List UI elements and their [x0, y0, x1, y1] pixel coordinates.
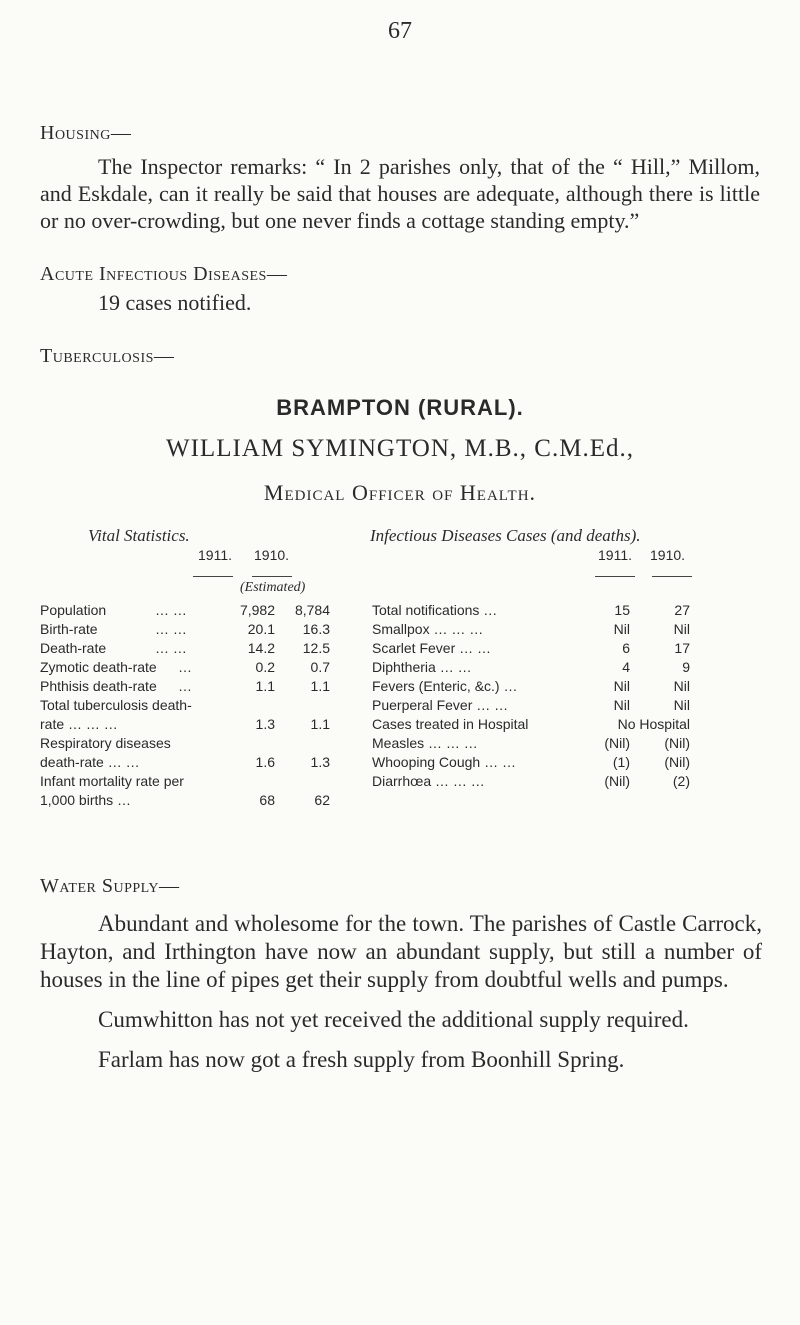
vital-value-1911: 20.1 — [247, 621, 275, 637]
vital-table — [40, 602, 350, 811]
vital-value-1911: 0.2 — [255, 659, 275, 675]
vital-value-1910: 1.1 — [310, 716, 330, 732]
housing-heading: Housing— — [40, 122, 132, 144]
vital-value-1911: 1.3 — [255, 716, 275, 732]
vital-row — [40, 640, 350, 659]
tuberculosis-heading: Tuberculosis— — [40, 345, 175, 367]
cases-title: Infectious Diseases Cases (and deaths). — [370, 526, 641, 545]
cases-value-1911: (Nil) — [604, 773, 630, 789]
cases-value-1910: 9 — [682, 659, 690, 675]
cases-col-rule-2 — [652, 576, 692, 577]
cases-row — [372, 621, 702, 640]
vital-label: Birth-rate — [40, 621, 98, 637]
cases-row — [372, 640, 702, 659]
cases-label: Whooping Cough … … — [372, 754, 516, 770]
cases-value-1910: (Nil) — [664, 754, 690, 770]
vital-dots: … … — [155, 621, 187, 637]
cases-label: Puerperal Fever … … — [372, 697, 509, 713]
water-paragraphs — [40, 910, 762, 1074]
vital-dots: … — [178, 659, 192, 675]
cases-value-1911: 15 — [614, 602, 630, 618]
vital-statistics-title: Vital Statistics. — [88, 526, 190, 545]
vital-label-cont: rate … … … — [40, 716, 118, 732]
page-number: 67 — [388, 18, 412, 44]
vital-value-1910: 8,784 — [294, 602, 330, 618]
cases-row — [372, 602, 702, 621]
vital-row — [40, 697, 350, 735]
cases-label: Smallpox … … … — [372, 621, 484, 637]
cases-col-rule-1 — [595, 576, 635, 577]
cases-row — [372, 773, 702, 792]
estimated-note: (Estimated) — [240, 580, 306, 595]
officer-role: Medical Officer of Health. — [263, 480, 537, 505]
vital-col-rule-1 — [193, 576, 233, 577]
water-heading: Water Supply— — [40, 875, 180, 897]
housing-text: The Inspector remarks: “ In 2 parishes only, that of the “ Hill,” Millom, and Eskdale, can it really be said that houses are adequate, although there is little or no over-crowding, but one never finds a cottage standing empty.” — [40, 154, 760, 233]
cases-value-1910: Nil — [673, 697, 690, 713]
vital-label: Total tuberculosis death- — [40, 697, 192, 713]
infectious-heading: Acute Infectious Diseases— — [40, 263, 288, 285]
water-text-1: Abundant and wholesome for the town. The parishes of Castle Carrock, Hayton, and Irthington have now an abundant supply, but still a number of houses in the line of pipes get their supply from doubtful wells and pumps. — [40, 911, 762, 992]
cases-value-1911: Nil — [613, 621, 630, 637]
vital-value-1911: 68 — [259, 792, 275, 808]
cases-label: Diarrhœa … … … — [372, 773, 485, 789]
cases-row — [372, 754, 702, 773]
vital-dots: … — [178, 678, 192, 694]
infectious-text: 19 cases notified. — [98, 290, 252, 315]
cases-label: Measles … … … — [372, 735, 478, 751]
vital-value-1911: 7,982 — [239, 602, 275, 618]
vital-row — [40, 602, 350, 621]
cases-value-1910: Nil — [673, 678, 690, 694]
cases-row — [372, 716, 702, 735]
cases-label: Total notifications … — [372, 602, 498, 618]
cases-value-1910: (2) — [672, 773, 690, 789]
vital-value-1910: 0.7 — [310, 659, 330, 675]
vital-value-1910: 1.1 — [310, 678, 330, 694]
vital-col-1911: 1911. — [198, 547, 232, 563]
vital-value-1910: 1.3 — [310, 754, 330, 770]
vital-row — [40, 678, 350, 697]
cases-value-1911: (Nil) — [604, 735, 630, 751]
cases-label: Diphtheria … … — [372, 659, 472, 675]
vital-dots: … … — [155, 640, 187, 656]
vital-value-1911: 1.6 — [255, 754, 275, 770]
cases-row — [372, 697, 702, 716]
vital-dots: … … — [155, 602, 187, 618]
cases-col-1910: 1910. — [650, 547, 686, 563]
cases-row — [372, 659, 702, 678]
vital-value-1911: 14.2 — [247, 640, 275, 656]
vital-col-1910: 1910. — [254, 547, 290, 563]
vital-label: Population — [40, 602, 107, 618]
cases-value-1911: Nil — [613, 678, 630, 694]
cases-value-1911: 6 — [622, 640, 630, 656]
cases-value-1911: 4 — [622, 659, 630, 675]
vital-row — [40, 773, 350, 811]
cases-label: Fevers (Enteric, &c.) … — [372, 678, 518, 694]
vital-row — [40, 659, 350, 678]
vital-label: Phthisis death-rate — [40, 678, 157, 694]
vital-col-rule-2 — [252, 576, 292, 577]
cases-value-1911: Nil — [613, 697, 630, 713]
cases-label: Cases treated in Hospital — [372, 716, 529, 732]
water-text-3: Farlam has now got a fresh supply from Boonhill Spring. — [98, 1047, 625, 1072]
district-title: BRAMPTON (RURAL). — [276, 395, 524, 420]
cases-value-1910: 27 — [674, 602, 690, 618]
vital-value-1910: 12.5 — [302, 640, 330, 656]
water-text-2: Cumwhitton has not yet received the additional supply required. — [98, 1007, 689, 1032]
cases-value-1910: 17 — [674, 640, 690, 656]
vital-label: Zymotic death-rate — [40, 659, 157, 675]
cases-table — [372, 602, 702, 792]
cases-value-1911: (1) — [612, 754, 630, 770]
vital-value-1911: 1.1 — [255, 678, 275, 694]
vital-value-1910: 16.3 — [302, 621, 330, 637]
cases-value-1910: Nil — [673, 621, 690, 637]
vital-row — [40, 621, 350, 640]
vital-label: Respiratory diseases — [40, 735, 171, 751]
cases-label: Scarlet Fever … … — [372, 640, 492, 656]
vital-row — [40, 735, 350, 773]
vital-label: Death-rate — [40, 640, 107, 656]
vital-label: Infant mortality rate per — [40, 773, 184, 789]
vital-value-1910: 62 — [314, 792, 330, 808]
cases-col-1911: 1911. — [598, 547, 632, 563]
vital-label-cont: death-rate … … — [40, 754, 140, 770]
cases-value-1910: (Nil) — [664, 735, 690, 751]
cases-row — [372, 678, 702, 697]
cases-no-hospital: No Hospital — [617, 716, 690, 732]
housing-paragraph — [40, 153, 760, 234]
vital-label-cont: 1,000 births … — [40, 792, 132, 808]
officer-name: WILLIAM SYMINGTON, M.B., C.M.Ed., — [166, 435, 634, 462]
cases-row — [372, 735, 702, 754]
